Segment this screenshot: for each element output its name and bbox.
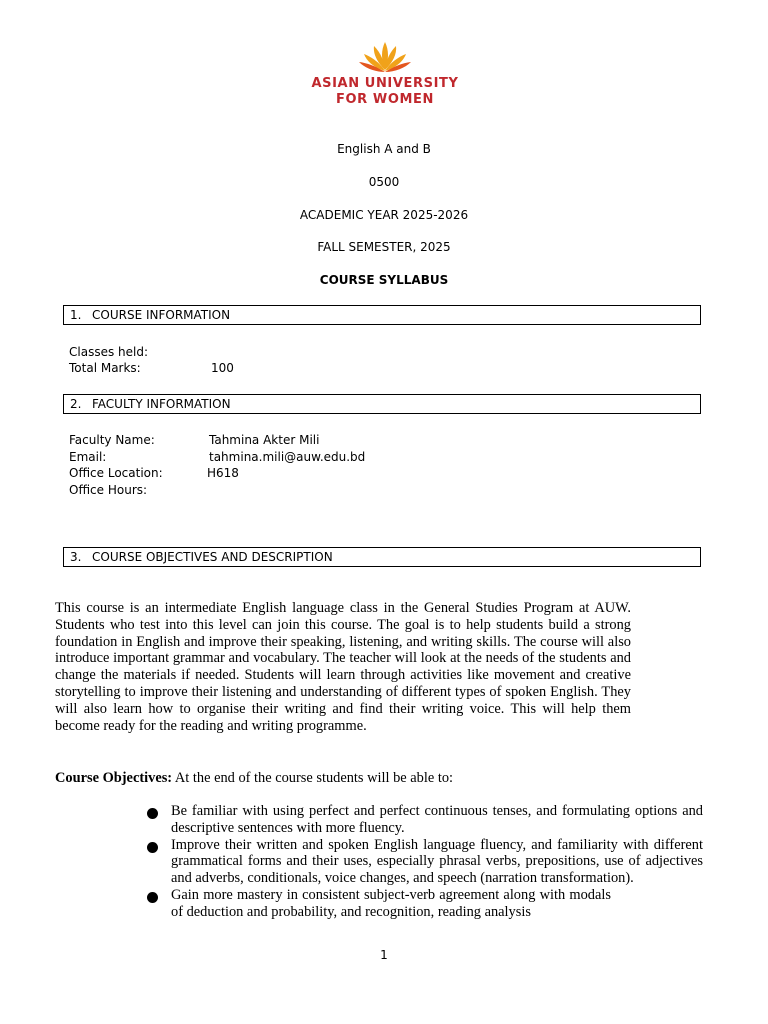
section-title: COURSE INFORMATION bbox=[92, 308, 231, 322]
list-item bbox=[147, 837, 703, 887]
bullet-icon bbox=[147, 842, 158, 853]
faculty-name-value: Tahmina Akter Mili bbox=[209, 433, 320, 447]
office-location-label: Office Location: bbox=[69, 466, 163, 480]
section-number: 3. bbox=[70, 550, 82, 564]
bullet-icon bbox=[147, 808, 158, 819]
email-label: Email: bbox=[69, 450, 107, 464]
academic-year: ACADEMIC YEAR 2025-2026 bbox=[299, 208, 469, 222]
section-number: 1. bbox=[70, 308, 82, 322]
section-course-information bbox=[63, 305, 701, 325]
objectives-list bbox=[147, 803, 703, 921]
section-title: FACULTY INFORMATION bbox=[92, 397, 231, 411]
course-description: This course is an intermediate English language class in the General Studies Program at AUW. Students who test into this level can join this course. The goal is to help students build a strong foundation in English and improve their speaking, listening, and writing skills. The course will also introduce important grammar and vocabulary. The teacher will look at the needs of the students and change the materials if needed. Students will learn through activities like movement and creative storytelling to improve their listening and understanding of different types of spoken English. They will also learn how to organise their writing and find their writing voice. This will help them become ready for the reading and writing programme. bbox=[55, 600, 631, 734]
section-number: 2. bbox=[70, 397, 82, 411]
email-value: tahmina.mili@auw.edu.bd bbox=[209, 450, 366, 464]
total-marks-label: Total Marks: bbox=[69, 361, 141, 375]
objective-text: Be familiar with using perfect and perfect continuous tenses, and formulating options and descriptive sentences with more fluency. bbox=[171, 803, 703, 836]
course-code: 0500 bbox=[368, 175, 400, 189]
office-hours-label: Office Hours: bbox=[69, 483, 148, 497]
objective-text: Improve their written and spoken English language fluency, and familiarity with different grammatical forms and their uses, especially phrasal verbs, prepositions, use of adjectives and adverbs, conditionals, voice changes, and speech (narration transformation). bbox=[171, 836, 703, 887]
list-item bbox=[147, 887, 611, 921]
logo-text-line2: FOR WOMEN bbox=[336, 92, 434, 107]
classes-held-label: Classes held: bbox=[69, 345, 149, 359]
total-marks-value: 100 bbox=[211, 361, 234, 375]
objectives-intro: At the end of the course students will be able to: bbox=[172, 770, 454, 786]
faculty-name-label: Faculty Name: bbox=[69, 433, 155, 447]
course-name: English A and B bbox=[337, 142, 431, 156]
list-item bbox=[147, 803, 703, 837]
section-course-objectives bbox=[63, 547, 701, 567]
bullet-icon bbox=[147, 892, 158, 903]
page-number: 1 bbox=[380, 948, 388, 962]
objectives-label: Course Objectives: bbox=[55, 770, 173, 786]
section-title: COURSE OBJECTIVES AND DESCRIPTION bbox=[92, 550, 333, 564]
section-faculty-information bbox=[63, 394, 701, 414]
document-title: COURSE SYLLABUS bbox=[319, 273, 449, 287]
objective-text: Gain more mastery in consistent subject-verb agreement along with modals of deduction and probability, and recognition, reading analysis bbox=[171, 886, 611, 920]
logo-text-line1: ASIAN UNIVERSITY bbox=[311, 76, 459, 91]
university-logo bbox=[300, 40, 470, 110]
semester: FALL SEMESTER, 2025 bbox=[317, 240, 451, 254]
office-location-value: H618 bbox=[207, 466, 239, 480]
objectives-heading bbox=[55, 770, 453, 787]
lotus-flower-icon bbox=[357, 40, 413, 74]
